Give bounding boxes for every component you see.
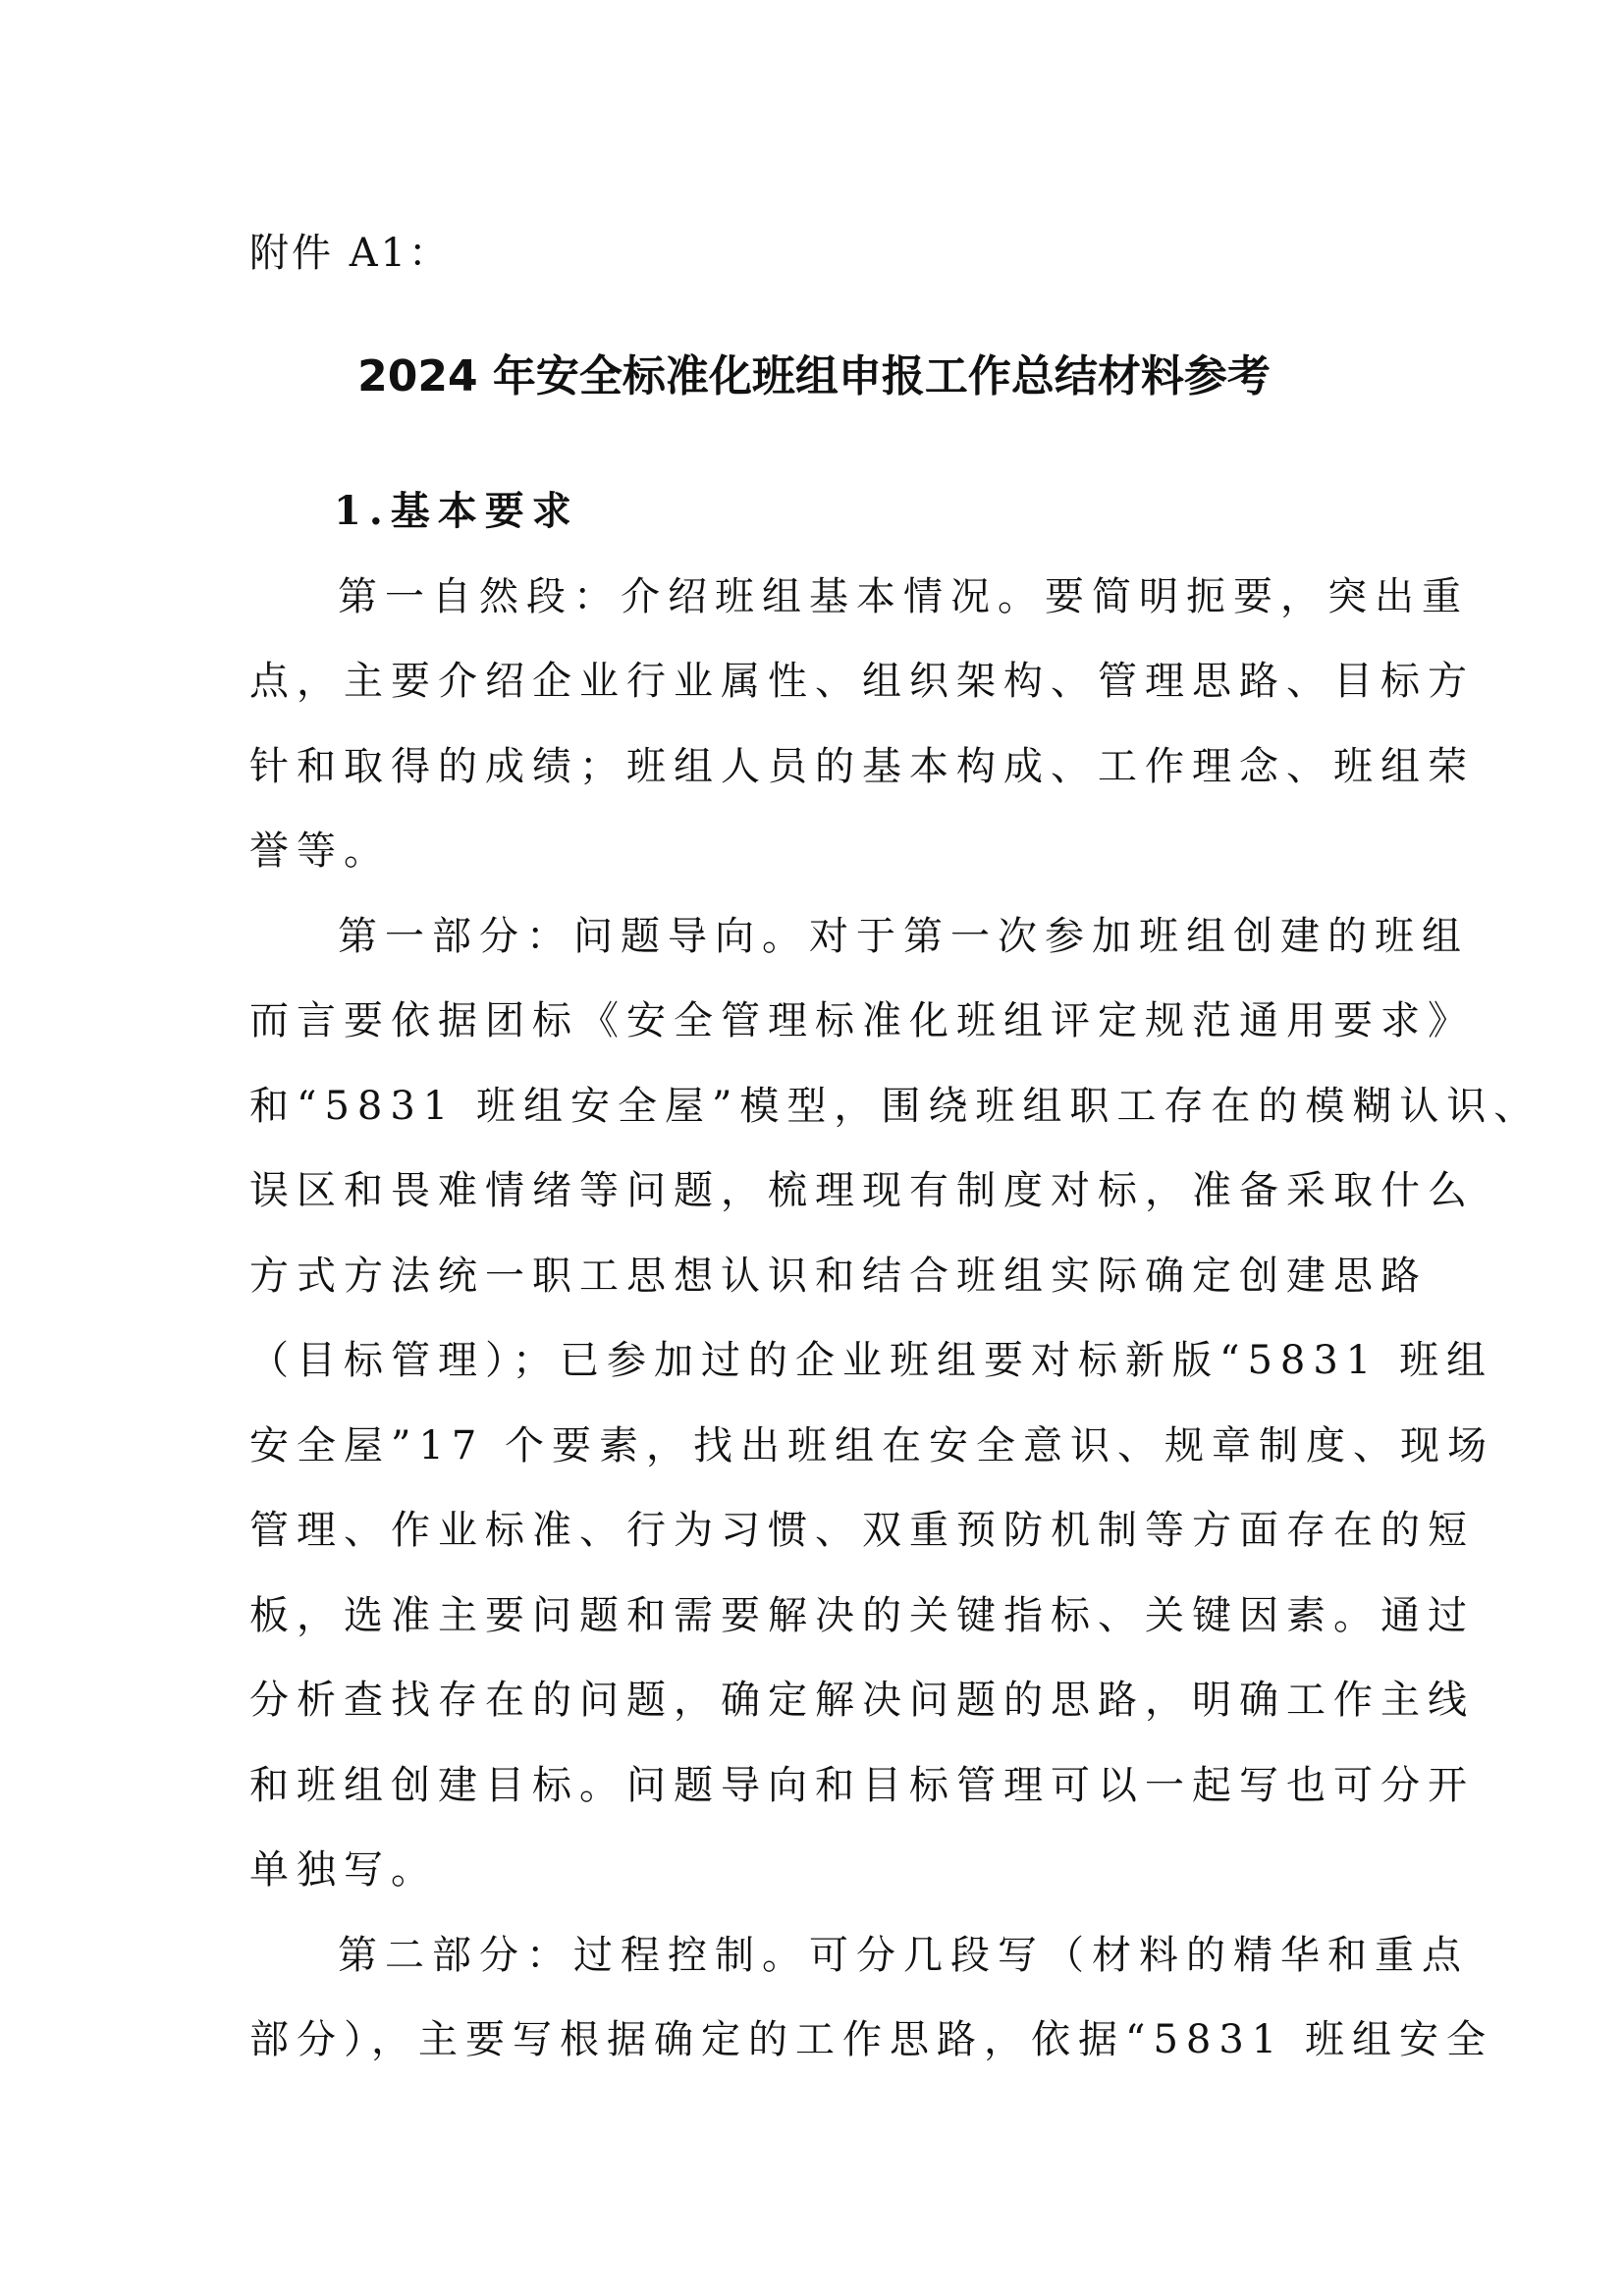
paragraph-process-control [249, 1913, 1493, 2083]
text-line: 和班组创建目标。问题导向和目标管理可以一起写也可分开 [249, 1762, 1475, 1808]
text-line: 安全屋”17 个要素，找出班组在安全意识、规章制度、现场 [249, 1422, 1495, 1468]
text-line: 管理、作业标准、行为习惯、双重预防机制等方面存在的短 [249, 1508, 1475, 1553]
text-line: 部分），主要写根据确定的工作思路，依据“5831 班组安全 [249, 2017, 1493, 2062]
text-line: 第一自然段：介绍班组基本情况。要简明扼要，突出重 [338, 573, 1469, 619]
paragraph-problem-orientation [249, 894, 1542, 1913]
section-heading: 1.基本要求 [334, 488, 579, 534]
text-line: （目标管理）；已参加过的企业班组要对标新版“5831 班组 [249, 1338, 1493, 1383]
paragraph-intro [249, 555, 1475, 894]
text-line: 针和取得的成绩；班组人员的基本构成、工作理念、班组荣 [249, 743, 1475, 789]
text-line: 方式方法统一职工思想认识和结合班组实际确定创建思路 [249, 1253, 1428, 1299]
text-line: 板，选准主要问题和需要解决的关键指标、关键因素。通过 [249, 1592, 1475, 1638]
text-line: 第二部分：过程控制。可分几段写（材料的精华和重点 [338, 1932, 1469, 1978]
text-line: 誉等。 [249, 828, 391, 874]
document-title: 2024 年安全标准化班组申报工作总结材料参考 [357, 351, 1271, 401]
text-line: 分析查找存在的问题，确定解决问题的思路，明确工作主线 [249, 1678, 1475, 1723]
text-line: 误区和畏难情绪等问题，梳理现有制度对标，准备采取什么 [249, 1168, 1475, 1213]
document-body [249, 469, 1542, 2083]
text-line: 单独写。 [249, 1847, 438, 1893]
text-line: 而言要依据团标《安全管理标准化班组评定规范通用要求》 [249, 998, 1475, 1043]
attachment-label: 附件 A1： [249, 231, 452, 276]
text-line: 点，主要介绍企业行业属性、组织架构、管理思路、目标方 [249, 659, 1475, 704]
text-line: 和“5831 班组安全屋”模型，围绕班组职工存在的模糊认识、 [249, 1083, 1542, 1129]
text-line: 第一部分：问题导向。对于第一次参加班组创建的班组 [338, 913, 1469, 959]
